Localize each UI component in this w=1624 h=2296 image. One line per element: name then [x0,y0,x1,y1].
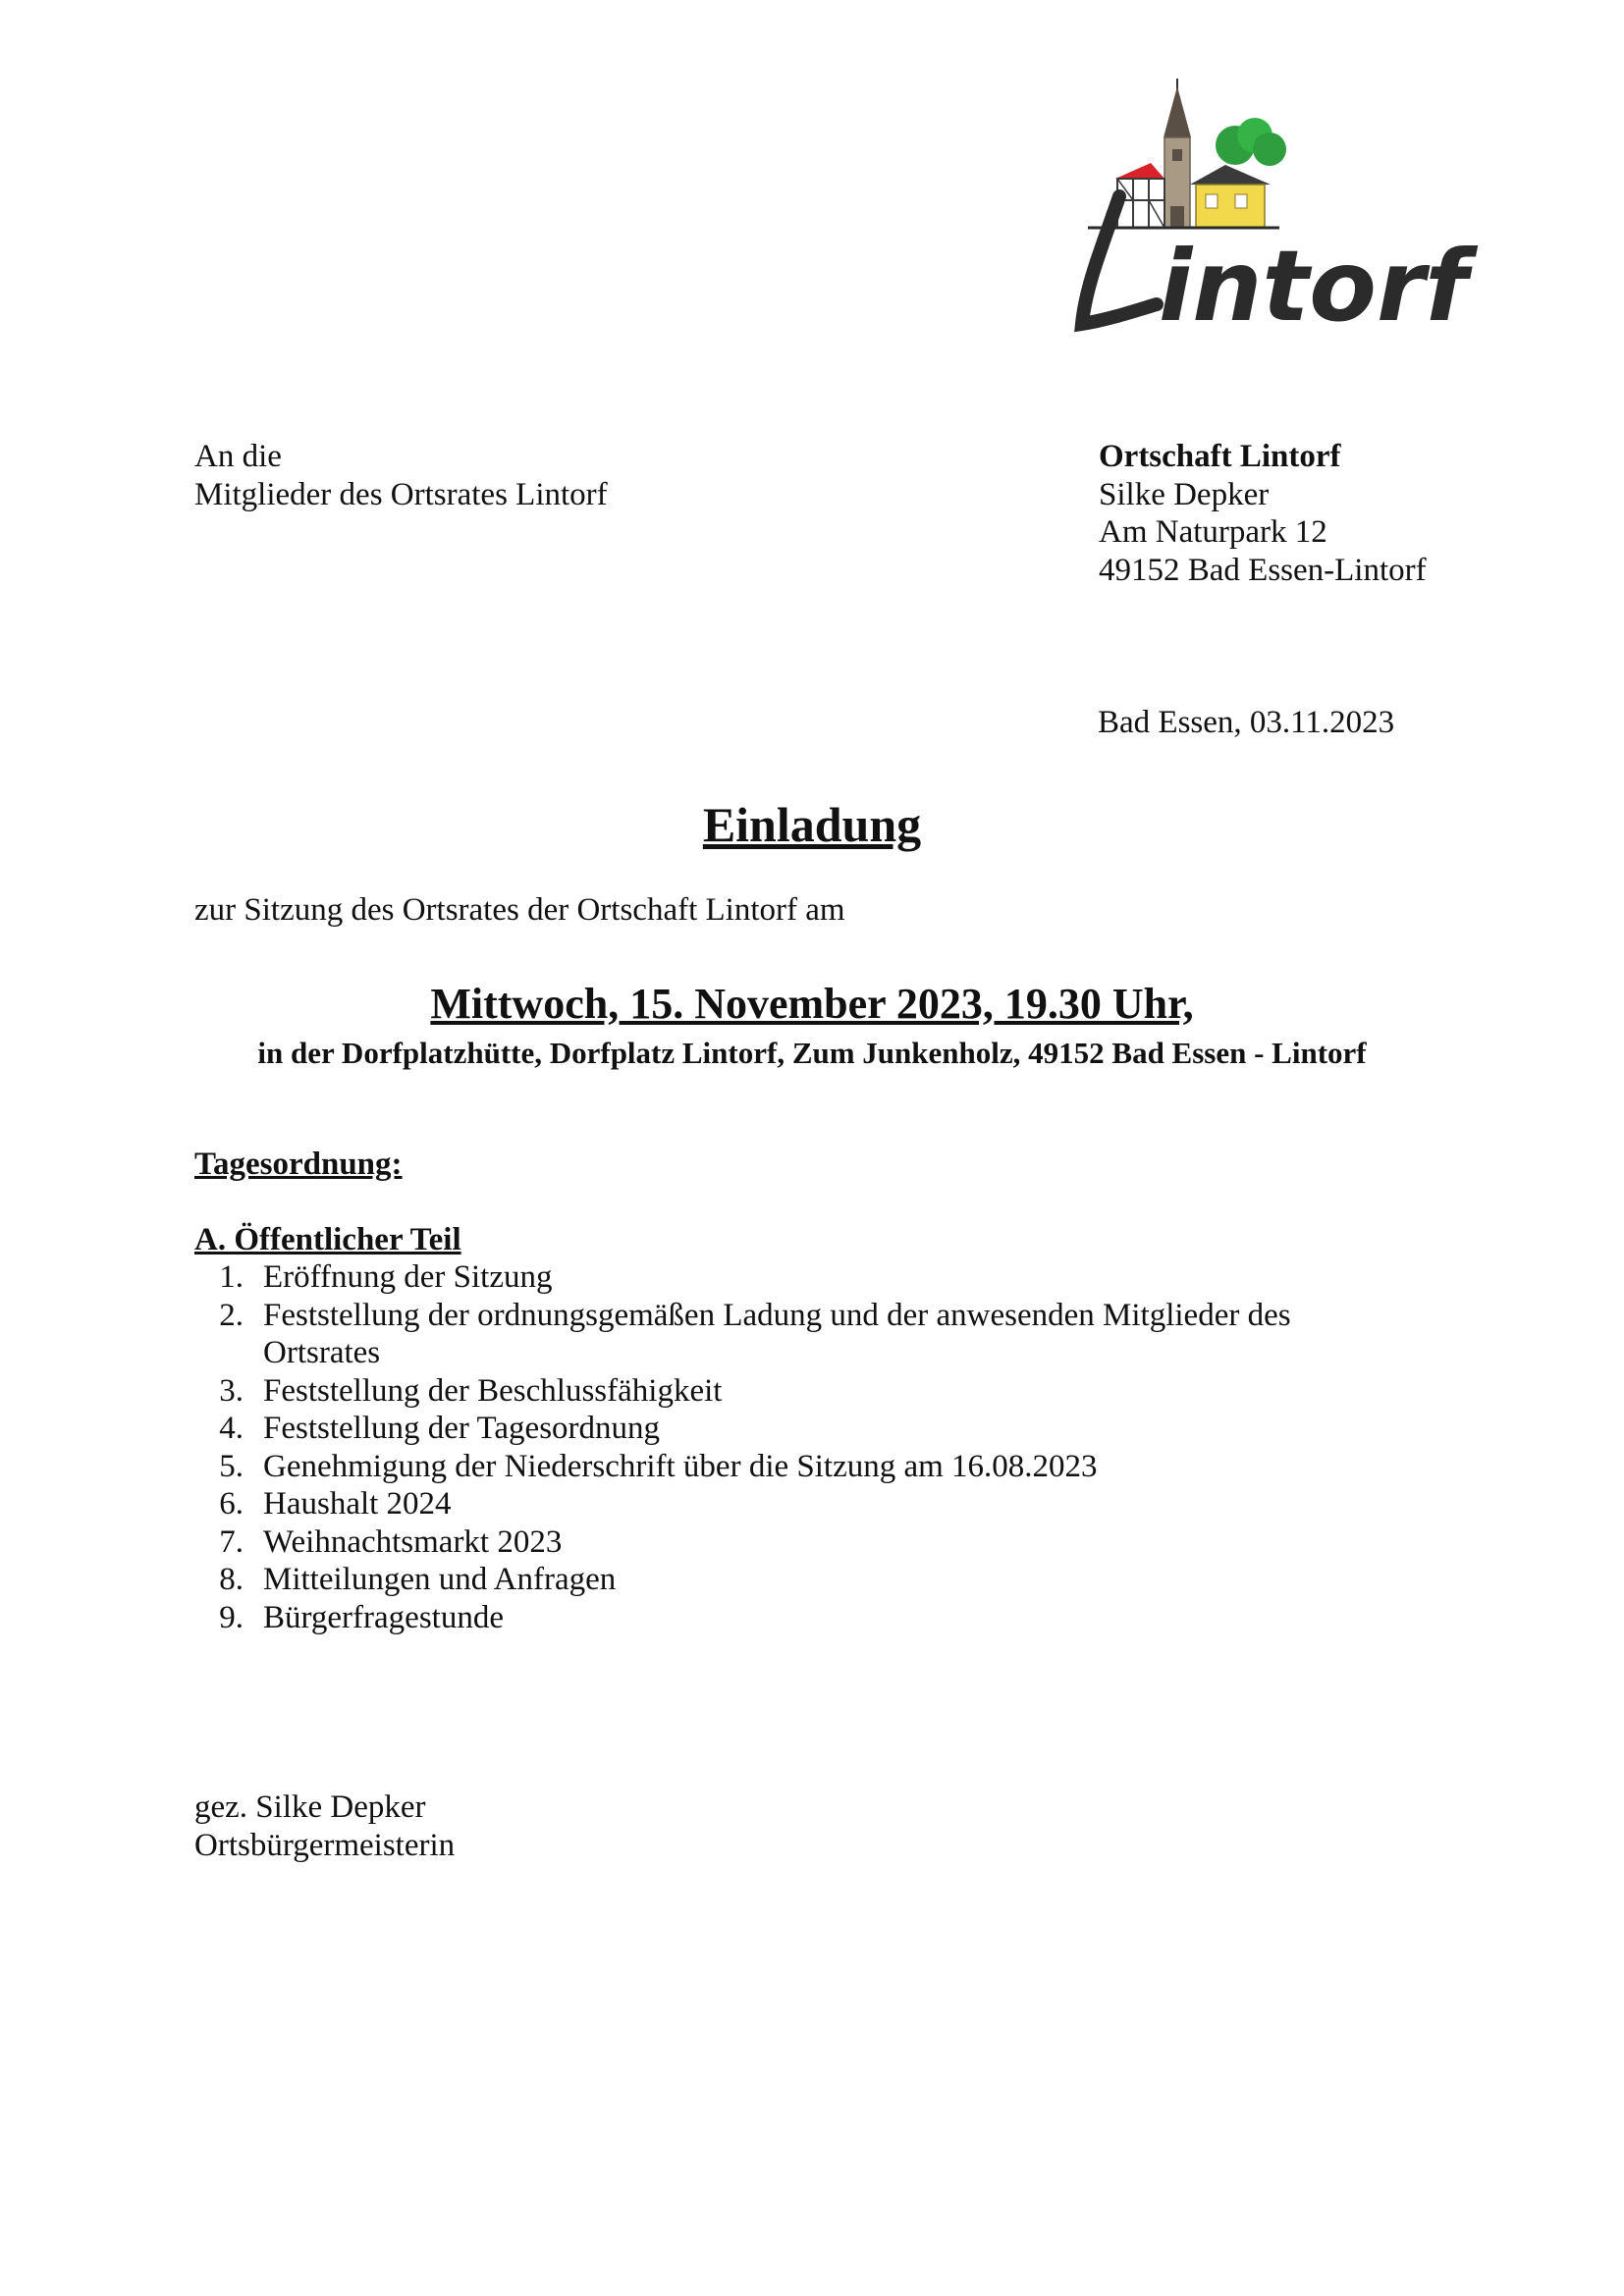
agenda-item [194,1410,1422,1448]
agenda-item-number: 6. [219,1486,244,1522]
recipient-line-2: Mitglieder des Ortsrates Lintorf [194,476,608,512]
agenda-item [194,1372,1422,1411]
agenda-item [194,1561,1422,1599]
agenda-item-text: Bürgerfragestunde [263,1599,504,1635]
agenda-item-number: 7. [219,1523,244,1560]
agenda-item [194,1523,1422,1562]
agenda-item-number: 9. [219,1599,244,1635]
recipient-address [194,438,608,513]
section-a-heading: A. Öffentlicher Teil [194,1222,461,1257]
date-line: Bad Essen, 03.11.2023 [1098,705,1395,740]
signature-name: gez. Silke Depker [194,1789,426,1825]
agenda-item-number: 3. [219,1372,244,1409]
agenda-item-text: Eröffnung der Sitzung [263,1259,553,1295]
meeting-venue: in der Dorfplatzhütte, Dorfplatz Lintorf, Zum Junkenholz, 49152 Bad Essen - Lintorf [257,1036,1367,1070]
sender-street: Am Naturpark 12 [1099,514,1327,550]
agenda-item-number: 1. [219,1259,244,1295]
meeting-datetime: Mittwoch, 15. November 2023, 19.30 Uhr, [430,980,1194,1028]
agenda-item-text: Haushalt 2024 [263,1486,452,1522]
agenda-item-text: Mitteilungen und Anfragen [263,1562,617,1597]
signature-block [194,1789,455,1864]
signature-role: Ortsbürgermeisterin [194,1827,456,1863]
agenda-heading: Tagesordnung: [194,1147,403,1182]
sender-address [1099,438,1427,589]
recipient-line-1: An die [194,439,282,474]
agenda-item [194,1297,1422,1372]
agenda-item-number: 5. [219,1448,244,1484]
sender-name: Silke Depker [1099,476,1270,512]
agenda-item [194,1448,1422,1486]
agenda-item [194,1485,1422,1523]
logo-text: intorf [1159,229,1468,344]
agenda-item-text: Genehmigung der Niederschrift über die Sitzung am 16.08.2023 [263,1448,1098,1484]
village-church-logo-icon [1068,79,1490,348]
intro-text: zur Sitzung des Ortsrates der Ortschaft Lintorf am [194,892,845,928]
agenda-item-text: Weihnachtsmarkt 2023 [263,1523,563,1560]
lintorf-logo [1068,79,1490,348]
agenda-item-number: 4. [219,1411,244,1446]
agenda-item-number: 8. [219,1562,244,1597]
agenda-list [194,1258,1422,1636]
agenda-item [194,1599,1422,1637]
agenda-item-text: Feststellung der ordnungsgemäßen Ladung und der anwesenden Mitglieder des Ortsrates [263,1297,1291,1370]
agenda-item-text: Feststellung der Tagesordnung [263,1411,661,1446]
agenda-item-text: Feststellung der Beschlussfähigkeit [263,1372,723,1409]
agenda-item-number: 2. [219,1297,244,1333]
sender-organization: Ortschaft Lintorf [1099,439,1341,474]
sender-city: 49152 Bad Essen-Lintorf [1099,552,1427,588]
document-title: Einladung [702,797,922,852]
agenda-item [194,1258,1422,1297]
